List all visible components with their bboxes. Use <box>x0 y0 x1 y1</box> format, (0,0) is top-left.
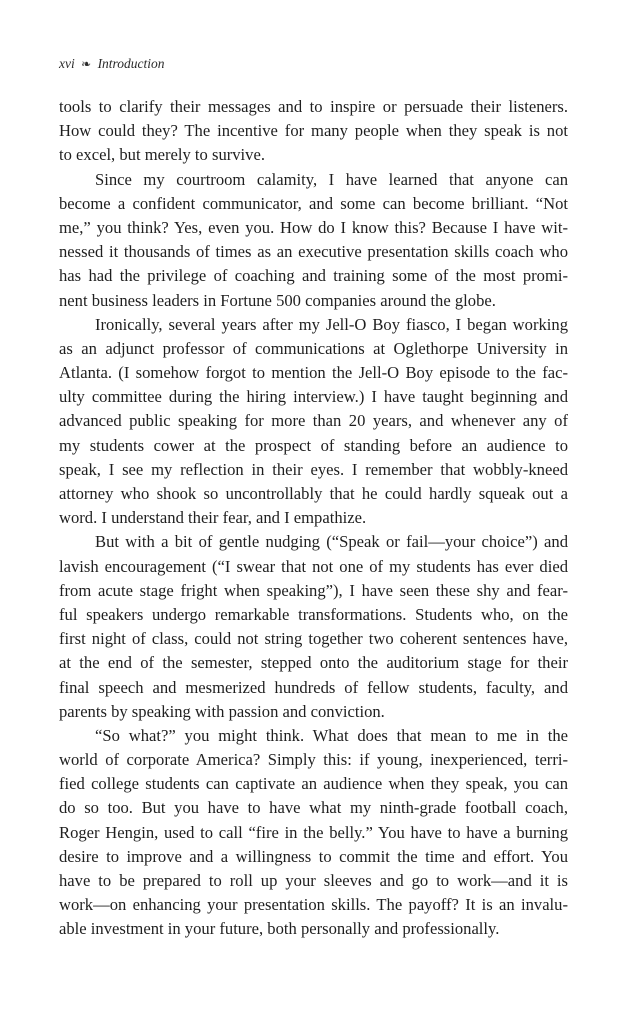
text-line: lavish encouragement (“I swear that not one of my students has ever died <box>59 556 568 576</box>
text-line: speak, I see my reflection in their eyes. I remember that wobbly-kneed <box>59 459 568 479</box>
text-line: Ironically, several years after my Jell-O Boy fiasco, I began working <box>95 314 568 334</box>
text-line: work—on enhancing your presentation skills. The payoff? It is an invalu- <box>59 895 568 915</box>
text-line: at the end of the semester, stepped onto the auditorium stage for their <box>59 653 568 673</box>
text-line: as an adjunct professor of communications at Oglethorpe University in <box>59 338 568 358</box>
text-line: attorney who shook so uncontrollably that he could hardly squeak out a <box>59 484 568 503</box>
text-line: to excel, but merely to survive. <box>59 145 265 165</box>
text-line: How could they? The incentive for many people when they speak is not <box>59 121 568 141</box>
text-line: ful speakers undergo remarkable transformations. Students who, on the <box>59 604 568 624</box>
text-line: have to be prepared to roll up your sleeves and go to work—and it is <box>59 871 568 890</box>
text-line: able investment in your future, both personally and professionally. <box>59 919 500 939</box>
text-line: do so too. But you have to have what my ninth-grade football coach, <box>59 798 568 818</box>
text-line: fied college students can captivate an audience when they speak, you can <box>59 774 568 794</box>
page-number: xvi <box>59 56 75 71</box>
text-line: become a confident communicator, and some can become brilliant. “Not <box>59 193 568 213</box>
text-line: Since my courtroom calamity, I have learned that anyone can <box>95 169 568 189</box>
section-title: Introduction <box>97 56 165 71</box>
text-line: word. I understand their fear, and I empathize. <box>59 508 367 528</box>
text-line: But with a bit of gentle nudging (“Speak or fail—your choice”) and <box>95 532 568 552</box>
text-line: final speech and mesmerized hundreds of fellow students, faculty, and <box>59 677 568 697</box>
text-line: nent business leaders in Fortune 500 companies around the globe. <box>59 290 496 310</box>
text-line: my students cower at the prospect of standing before an audience to <box>59 435 568 455</box>
text-line: Atlanta. (I somehow forgot to mention the Jell-O Boy episode to the fac- <box>59 363 568 383</box>
text-line: ulty committee during the hiring interview.) I have taught beginning and <box>59 387 568 407</box>
text-line: first night of class, could not string together two coherent sentences have, <box>59 629 568 649</box>
text-line: from acute stage fright when speaking”), I have seen these shy and fear- <box>59 580 568 600</box>
text-line: desire to improve and a willingness to commit the time and effort. You <box>59 846 568 866</box>
text-line: “So what?” you might think. What does that mean to me in the <box>95 725 568 745</box>
text-line: has had the privilege of coaching and training some of the most promi- <box>59 266 568 286</box>
body-text <box>59 95 568 942</box>
text-line: parents by speaking with passion and conviction. <box>59 701 385 721</box>
text-line: Roger Hengin, used to call “fire in the belly.” You have to have a burning <box>59 822 568 842</box>
text-line: advanced public speaking for more than 20 years, and whenever any of <box>59 411 568 431</box>
text-line: me,” you think? Yes, even you. How do I know this? Because I have wit- <box>59 217 568 237</box>
fleuron-icon: ❧ <box>81 57 92 71</box>
text-line: nessed it thousands of times as an executive presentation skills coach who <box>59 242 568 262</box>
text-line: tools to clarify their messages and to inspire or persuade their listeners. <box>59 97 568 116</box>
running-head <box>59 55 165 73</box>
text-line: world of corporate America? Simply this: if young, inexperienced, terri- <box>59 750 568 770</box>
